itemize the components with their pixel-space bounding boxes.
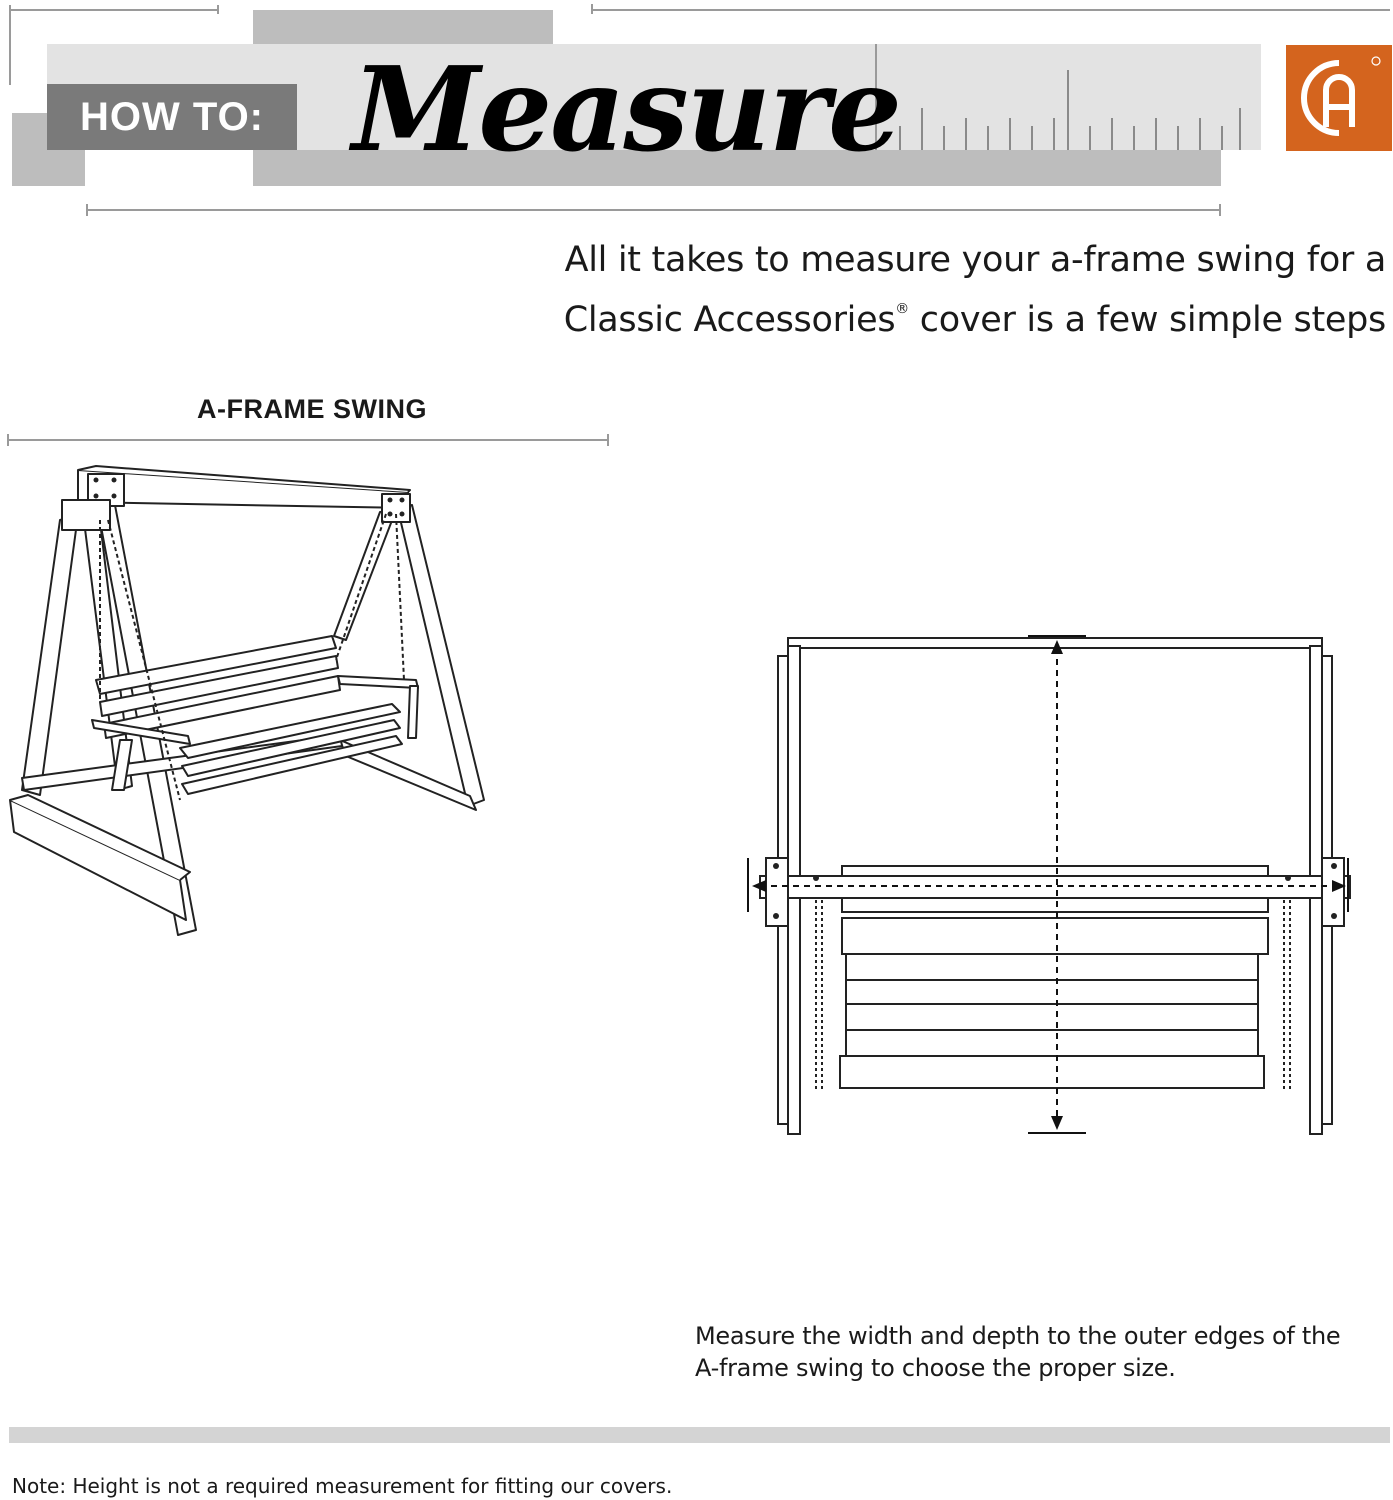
how-to-label: HOW TO: — [47, 84, 297, 150]
instruction-line-1: Measure the width and depth to the outer edges of the — [695, 1322, 1341, 1350]
section-title: A-FRAME SWING — [197, 394, 427, 424]
footer-divider — [9, 1427, 1390, 1443]
intro-line-2-end: cover is a few simple steps — [908, 300, 1386, 340]
footer-note: Note: Height is not a required measurement for fitting our covers. — [12, 1474, 673, 1498]
registered-mark: ® — [895, 301, 909, 317]
instruction-text — [695, 1320, 1385, 1384]
page-title: Measure — [352, 42, 900, 178]
instruction-line-2: A-frame swing to choose the proper size. — [695, 1354, 1176, 1382]
intro-line-1: All it takes to measure your a-frame swing for a — [564, 240, 1386, 280]
intro-brand: Classic Accessories — [563, 300, 896, 340]
